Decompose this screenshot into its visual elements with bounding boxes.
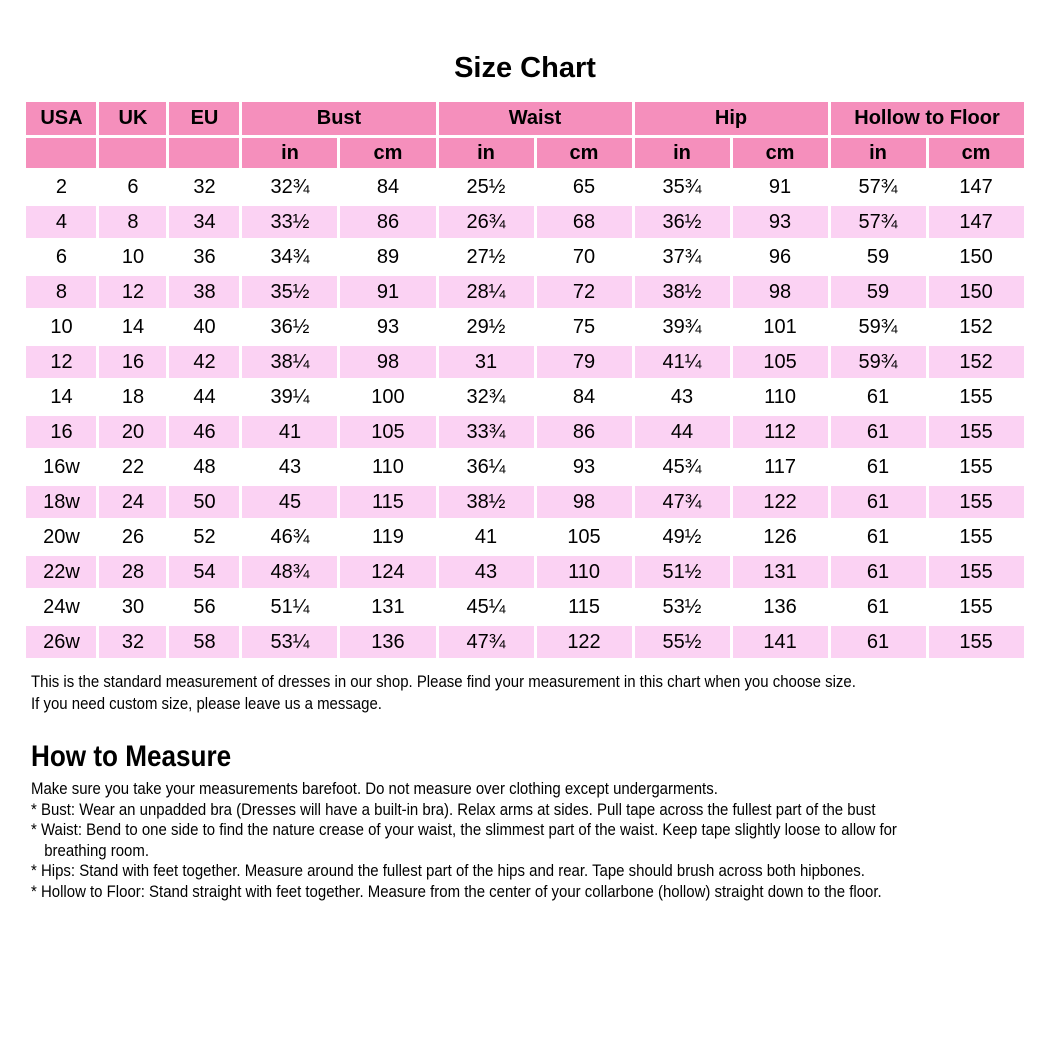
table-cell: 91: [340, 276, 435, 308]
table-cell: 93: [340, 311, 435, 343]
table-cell: 61: [831, 521, 926, 553]
table-cell: 50: [169, 486, 239, 518]
table-cell: 20: [99, 416, 166, 448]
table-cell: 12: [26, 346, 96, 378]
table-cell: 38½: [635, 276, 730, 308]
unit-header: in: [439, 138, 534, 168]
column-header-uk: UK: [99, 102, 166, 135]
table-cell: 18: [99, 381, 166, 413]
table-row: [26, 311, 1023, 343]
table-cell: 37¾: [635, 241, 730, 273]
table-cell: 39¼: [242, 381, 337, 413]
column-header-eu: EU: [169, 102, 239, 135]
table-cell: 155: [929, 381, 1024, 413]
table-cell: 29½: [439, 311, 534, 343]
table-cell: 41: [242, 416, 337, 448]
table-cell: 59¾: [831, 346, 926, 378]
table-cell: 65: [537, 171, 632, 203]
table-cell: 150: [929, 241, 1024, 273]
table-row: [26, 241, 1023, 273]
table-cell: 10: [99, 241, 166, 273]
table-cell: 101: [733, 311, 828, 343]
table-cell: 155: [929, 626, 1024, 658]
table-cell: 22: [99, 451, 166, 483]
table-cell: 155: [929, 591, 1024, 623]
table-cell: 152: [929, 346, 1024, 378]
table-cell: 70: [537, 241, 632, 273]
table-cell: 112: [733, 416, 828, 448]
table-row: [26, 346, 1023, 378]
table-cell: 4: [26, 206, 96, 238]
table-cell: 51½: [635, 556, 730, 588]
table-row: [26, 206, 1023, 238]
instruction-line: breathing room.: [44, 840, 149, 860]
table-cell: 124: [340, 556, 435, 588]
table-cell: 147: [929, 171, 1024, 203]
how-to-measure-instructions: [31, 779, 1050, 902]
table-cell: 14: [26, 381, 96, 413]
table-cell: 122: [733, 486, 828, 518]
table-cell: 8: [99, 206, 166, 238]
table-cell: 43: [635, 381, 730, 413]
column-header-usa: USA: [26, 102, 96, 135]
table-cell: 53¼: [242, 626, 337, 658]
table-cell: 131: [340, 591, 435, 623]
table-cell: 48: [169, 451, 239, 483]
header-spacer-cell: [99, 138, 166, 168]
unit-header: in: [242, 138, 337, 168]
table-cell: 24: [99, 486, 166, 518]
table-cell: 105: [340, 416, 435, 448]
table-cell: 33½: [242, 206, 337, 238]
table-cell: 79: [537, 346, 632, 378]
table-cell: 84: [340, 171, 435, 203]
table-cell: 32: [169, 171, 239, 203]
table-cell: 43: [242, 451, 337, 483]
table-cell: 40: [169, 311, 239, 343]
table-cell: 38: [169, 276, 239, 308]
table-cell: 45¾: [635, 451, 730, 483]
table-cell: 117: [733, 451, 828, 483]
table-cell: 136: [733, 591, 828, 623]
table-cell: 26¾: [439, 206, 534, 238]
instruction-line: * Hollow to Floor: Stand straight with feet together. Measure from the center of your collarbone (hollow) straight down to the floor.: [31, 881, 882, 901]
table-cell: 98: [340, 346, 435, 378]
table-cell: 32¾: [242, 171, 337, 203]
table-cell: 61: [831, 591, 926, 623]
table-cell: 59¾: [831, 311, 926, 343]
table-cell: 141: [733, 626, 828, 658]
table-cell: 27½: [439, 241, 534, 273]
table-cell: 105: [733, 346, 828, 378]
table-cell: 47¾: [439, 626, 534, 658]
table-cell: 126: [733, 521, 828, 553]
table-cell: 152: [929, 311, 1024, 343]
table-cell: 155: [929, 486, 1024, 518]
table-cell: 36½: [242, 311, 337, 343]
size-table-header: [26, 102, 1023, 168]
table-cell: 86: [537, 416, 632, 448]
table-cell: 22w: [26, 556, 96, 588]
table-cell: 57¾: [831, 171, 926, 203]
table-cell: 119: [340, 521, 435, 553]
table-cell: 26: [99, 521, 166, 553]
table-cell: 57¾: [831, 206, 926, 238]
table-cell: 43: [439, 556, 534, 588]
table-cell: 100: [340, 381, 435, 413]
unit-header: cm: [340, 138, 435, 168]
table-cell: 89: [340, 241, 435, 273]
table-cell: 35½: [242, 276, 337, 308]
table-cell: 72: [537, 276, 632, 308]
table-cell: 56: [169, 591, 239, 623]
table-cell: 14: [99, 311, 166, 343]
table-cell: 6: [99, 171, 166, 203]
table-cell: 61: [831, 451, 926, 483]
header-group-row: [26, 102, 1023, 135]
unit-header: in: [831, 138, 926, 168]
table-row: [26, 451, 1023, 483]
size-table-body: [26, 171, 1023, 658]
table-cell: 91: [733, 171, 828, 203]
table-cell: 98: [733, 276, 828, 308]
column-header-hip: Hip: [635, 102, 828, 135]
table-cell: 32: [99, 626, 166, 658]
note-line: If you need custom size, please leave us a message.: [31, 694, 382, 713]
size-chart-table: [23, 99, 1026, 661]
table-cell: 33¾: [439, 416, 534, 448]
table-cell: 45¼: [439, 591, 534, 623]
table-cell: 93: [537, 451, 632, 483]
table-cell: 105: [537, 521, 632, 553]
table-cell: 61: [831, 556, 926, 588]
table-row: [26, 591, 1023, 623]
instruction-line: * Hips: Stand with feet together. Measure around the fullest part of the hips and rear. Tape should brush across both hipbones.: [31, 861, 865, 880]
table-cell: 59: [831, 241, 926, 273]
table-cell: 16w: [26, 451, 96, 483]
table-row: [26, 521, 1023, 553]
table-cell: 84: [537, 381, 632, 413]
table-cell: 55½: [635, 626, 730, 658]
table-cell: 12: [99, 276, 166, 308]
table-cell: 58: [169, 626, 239, 658]
table-cell: 68: [537, 206, 632, 238]
table-cell: 32¾: [439, 381, 534, 413]
table-cell: 2: [26, 171, 96, 203]
table-cell: 155: [929, 416, 1024, 448]
table-cell: 28: [99, 556, 166, 588]
table-row: [26, 171, 1023, 203]
table-cell: 122: [537, 626, 632, 658]
how-to-measure-heading: How to Measure: [31, 740, 232, 773]
table-cell: 110: [537, 556, 632, 588]
table-row: [26, 626, 1023, 658]
table-cell: 115: [340, 486, 435, 518]
table-cell: 18w: [26, 486, 96, 518]
table-cell: 24w: [26, 591, 96, 623]
table-cell: 26w: [26, 626, 96, 658]
table-cell: 46¾: [242, 521, 337, 553]
table-cell: 45: [242, 486, 337, 518]
notes: [31, 671, 1050, 715]
unit-header: cm: [733, 138, 828, 168]
note-line: This is the standard measurement of dresses in our shop. Please find your measurement in this chart when you choose size.: [31, 672, 856, 691]
table-cell: 35¾: [635, 171, 730, 203]
table-cell: 51¼: [242, 591, 337, 623]
table-cell: 28¼: [439, 276, 534, 308]
table-cell: 93: [733, 206, 828, 238]
table-cell: 54: [169, 556, 239, 588]
table-cell: 16: [99, 346, 166, 378]
table-cell: 155: [929, 451, 1024, 483]
table-cell: 36¼: [439, 451, 534, 483]
table-cell: 44: [635, 416, 730, 448]
table-cell: 147: [929, 206, 1024, 238]
table-cell: 150: [929, 276, 1024, 308]
table-cell: 31: [439, 346, 534, 378]
table-row: [26, 556, 1023, 588]
table-cell: 61: [831, 486, 926, 518]
table-cell: 96: [733, 241, 828, 273]
unit-header: in: [635, 138, 730, 168]
table-cell: 110: [340, 451, 435, 483]
table-cell: 46: [169, 416, 239, 448]
table-cell: 61: [831, 626, 926, 658]
table-cell: 48¾: [242, 556, 337, 588]
table-cell: 38½: [439, 486, 534, 518]
table-cell: 110: [733, 381, 828, 413]
table-cell: 49½: [635, 521, 730, 553]
instruction-line: Make sure you take your measurements barefoot. Do not measure over clothing except undergarments.: [31, 779, 718, 798]
instruction-line: * Waist: Bend to one side to find the nature crease of your waist, the slimmest part of the waist. Keep tape slightly loose to allow for: [31, 820, 897, 839]
header-units-row: [26, 138, 1023, 168]
table-cell: 155: [929, 556, 1024, 588]
table-cell: 59: [831, 276, 926, 308]
table-cell: 41¼: [635, 346, 730, 378]
header-spacer-cell: [169, 138, 239, 168]
table-cell: 20w: [26, 521, 96, 553]
table-cell: 53½: [635, 591, 730, 623]
table-cell: 36½: [635, 206, 730, 238]
table-cell: 38¼: [242, 346, 337, 378]
table-cell: 61: [831, 416, 926, 448]
column-header-bust: Bust: [242, 102, 435, 135]
table-cell: 34: [169, 206, 239, 238]
table-row: [26, 416, 1023, 448]
table-cell: 98: [537, 486, 632, 518]
table-cell: 136: [340, 626, 435, 658]
table-cell: 8: [26, 276, 96, 308]
table-cell: 52: [169, 521, 239, 553]
table-cell: 34¾: [242, 241, 337, 273]
unit-header: cm: [537, 138, 632, 168]
page-title: Size Chart: [454, 52, 596, 84]
table-cell: 6: [26, 241, 96, 273]
table-row: [26, 381, 1023, 413]
table-cell: 42: [169, 346, 239, 378]
table-row: [26, 276, 1023, 308]
table-cell: 30: [99, 591, 166, 623]
table-cell: 41: [439, 521, 534, 553]
table-cell: 47¾: [635, 486, 730, 518]
table-cell: 36: [169, 241, 239, 273]
header-spacer-cell: [26, 138, 96, 168]
table-row: [26, 486, 1023, 518]
table-cell: 115: [537, 591, 632, 623]
table-cell: 16: [26, 416, 96, 448]
table-cell: 44: [169, 381, 239, 413]
table-cell: 10: [26, 311, 96, 343]
instruction-line: * Bust: Wear an unpadded bra (Dresses will have a built-in bra). Relax arms at sides. Pull tape across the fullest part of the bust: [31, 799, 876, 819]
table-cell: 75: [537, 311, 632, 343]
unit-header: cm: [929, 138, 1024, 168]
table-cell: 25½: [439, 171, 534, 203]
column-header-waist: Waist: [439, 102, 632, 135]
table-cell: 86: [340, 206, 435, 238]
column-header-hollow-to-floor: Hollow to Floor: [831, 102, 1024, 135]
table-cell: 131: [733, 556, 828, 588]
table-cell: 61: [831, 381, 926, 413]
table-cell: 39¾: [635, 311, 730, 343]
table-cell: 155: [929, 521, 1024, 553]
size-chart-page: [0, 52, 1050, 902]
